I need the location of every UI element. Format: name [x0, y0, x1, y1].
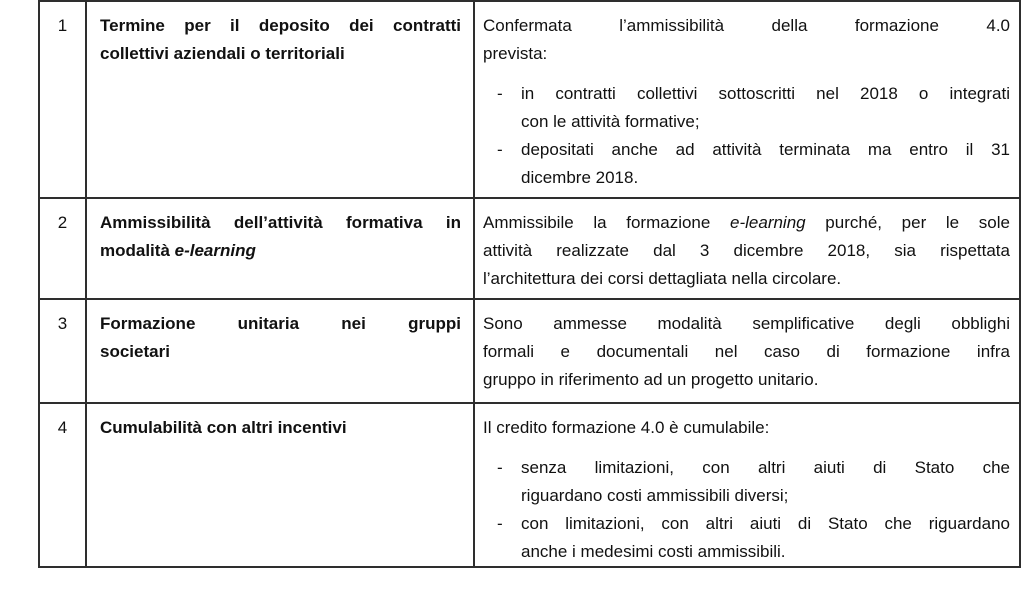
text-segment: dicembre 2018. [521, 168, 639, 187]
text-segment: depositati anche ad attività terminata ma entro il 31 [521, 140, 1010, 159]
text-segment: Formazione unitaria nei gruppi [100, 314, 461, 333]
text-line [100, 310, 461, 338]
paragraph [483, 209, 1010, 293]
topic-cell [87, 199, 475, 298]
text-segment: Termine per il deposito dei contratti [100, 16, 461, 35]
bullet-item [483, 136, 1010, 192]
paragraph [483, 414, 1010, 442]
italic-text: e-learning [174, 241, 256, 260]
content-cell [475, 2, 1019, 197]
text-segment: in contratti collettivi sottoscritti nel 2018 o integrati [521, 84, 1010, 103]
bullet-text [521, 510, 1010, 566]
bullet-item [483, 510, 1010, 566]
text-line [483, 338, 1010, 366]
row-number: 4 [57, 418, 68, 437]
text-line [483, 366, 1010, 394]
text-segment: modalità [100, 241, 175, 260]
text-line [100, 237, 461, 265]
text-line [521, 164, 1010, 192]
row-number-cell [40, 300, 87, 402]
text-segment: collettivi aziendali o territoriali [100, 44, 345, 63]
row-number-cell [40, 199, 87, 298]
text-line [521, 482, 1010, 510]
bullet-item [483, 80, 1010, 136]
text-line [100, 12, 461, 40]
paragraph [483, 310, 1010, 394]
text-segment: Ammissibilità dell’attività formativa in [100, 213, 461, 232]
text-line [521, 108, 1010, 136]
bullet-dash: - [497, 140, 503, 159]
row-number-cell [40, 404, 87, 566]
text-line [521, 538, 1010, 566]
table-row [40, 2, 1019, 199]
text-segment: Ammissibile la formazione [483, 213, 731, 232]
text-segment: l’architettura dei corsi dettagliata nella circolare. [483, 269, 842, 288]
bullet-dash: - [497, 458, 503, 477]
table-row [40, 404, 1019, 566]
text-line [521, 454, 1010, 482]
text-segment: gruppo in riferimento ad un progetto unitario. [483, 370, 819, 389]
topic-cell [87, 300, 475, 402]
bullet-list [483, 80, 1010, 192]
text-line [100, 414, 461, 442]
text-line [483, 265, 1010, 293]
text-line [521, 510, 1010, 538]
document-table [38, 0, 1021, 568]
bullet-dash: - [497, 514, 503, 533]
topic-cell [87, 2, 475, 197]
text-segment: societari [100, 342, 170, 361]
paragraph [483, 12, 1010, 68]
bullet-list [483, 454, 1010, 566]
text-line [483, 414, 1010, 442]
text-segment: senza limitazioni, con altri aiuti di Stato che [521, 458, 1010, 477]
text-line [100, 40, 461, 68]
text-line [100, 338, 461, 366]
text-line [483, 237, 1010, 265]
text-segment: purché, per le sole [805, 213, 1010, 232]
bullet-item [483, 454, 1010, 510]
text-segment: Cumulabilità con altri incentivi [100, 418, 347, 437]
text-line [483, 209, 1010, 237]
bullet-text [521, 454, 1010, 510]
table-row [40, 199, 1019, 300]
text-line [521, 136, 1010, 164]
row-number-cell [40, 2, 87, 197]
content-cell [475, 404, 1019, 566]
bullet-text [521, 136, 1010, 192]
text-segment: Il credito formazione 4.0 è cumulabile: [483, 418, 770, 437]
text-segment: anche i medesimi costi ammissibili. [521, 542, 786, 561]
text-line [483, 310, 1010, 338]
text-segment: riguardano costi ammissibili diversi; [521, 486, 789, 505]
bullet-dash: - [497, 84, 503, 103]
text-segment: con limitazioni, con altri aiuti di Stato che riguardano [521, 514, 1010, 533]
bullet-text [521, 80, 1010, 136]
text-segment: Confermata l’ammissibilità della formazione 4.0 [483, 16, 1010, 35]
text-segment: prevista: [483, 44, 548, 63]
text-segment: con le attività formative; [521, 112, 700, 131]
text-segment: attività realizzate dal 3 dicembre 2018, sia rispettata [483, 241, 1010, 260]
text-line [521, 80, 1010, 108]
italic-text: e-learning [730, 213, 806, 232]
content-cell [475, 199, 1019, 298]
row-number: 2 [57, 213, 68, 232]
row-number: 3 [57, 314, 68, 333]
text-segment: Sono ammesse modalità semplificative degli obblighi [483, 314, 1010, 333]
topic-cell [87, 404, 475, 566]
table-row [40, 300, 1019, 404]
content-cell [475, 300, 1019, 402]
row-number: 1 [57, 16, 68, 35]
text-line [483, 12, 1010, 40]
text-segment: formali e documentali nel caso di formazione infra [483, 342, 1010, 361]
text-line [483, 40, 1010, 68]
text-line [100, 209, 461, 237]
